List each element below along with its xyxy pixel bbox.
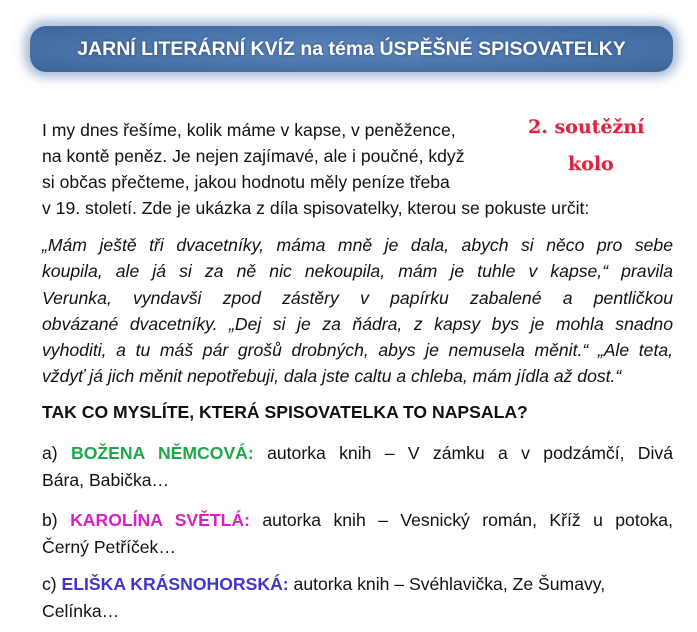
title-banner	[30, 26, 673, 72]
author-name: KAROLÍNA SVĚTLÁ:	[70, 510, 250, 530]
quote-line: vyhoditi, a tu máš pár grošů drobných, abys je nemusela měnit.“ „Ale teta,	[42, 340, 673, 361]
option-c[interactable]	[42, 571, 673, 624]
author-books-continued: Celínka…	[42, 600, 120, 621]
intro-line: I my dnes řešíme, kolik máme v kapse, v peněžence,	[42, 120, 456, 140]
quiz-question: TAK CO MYSLÍTE, KTERÁ SPISOVATELKA TO NAPSALA?	[42, 402, 528, 422]
quote-line: Verunka, vyndavši zpod zástěry v papírku zabalené a pentličkou	[42, 287, 673, 308]
author-name: BOŽENA NĚMCOVÁ:	[71, 443, 254, 463]
round-label-kolo: kolo	[568, 153, 614, 175]
quote-line: vždyť já jich měnit nepotřebuji, dala jste caltu a chleba, mám jídla až dost.“	[42, 366, 622, 387]
author-name: ELIŠKA KRÁSNOHORSKÁ:	[61, 574, 289, 594]
quote-excerpt	[42, 232, 673, 390]
option-letter: a)	[42, 443, 58, 463]
author-books-continued: Černý Petříček…	[42, 536, 176, 557]
page-title: JARNÍ LITERÁRNÍ KVÍZ na téma ÚSPĚŠNÉ SPISOVATELKY	[77, 37, 626, 60]
author-books: autorka knih – Svéhlavička, Ze Šumavy,	[293, 574, 606, 594]
intro-line: si občas přečteme, jakou hodnotu měly peníze třeba	[42, 172, 450, 192]
author-books: autorka knih – Vesnický román, Kříž u potoka,	[262, 510, 673, 530]
quote-line: „Mám ještě tři dvacetníky, máma mně je dala, abych si něco pro sebe	[42, 235, 673, 255]
quote-line: obvázané dvacetníky. „Dej si je za ňádra, z kapsy bys je mohla snadno	[42, 313, 673, 334]
option-b[interactable]	[42, 507, 673, 560]
option-letter: c)	[42, 574, 57, 594]
intro-line: na kontě peněz. Je nejen zajímavé, ale i poučné, když	[42, 146, 465, 166]
option-letter: b)	[42, 510, 58, 530]
intro-line: v 19. století. Zde je ukázka z díla spisovatelky, kterou se pokuste určit:	[42, 198, 590, 218]
author-books-continued: Bára, Babička…	[42, 469, 170, 490]
round-label: 2. soutěžní	[528, 116, 645, 138]
option-a[interactable]	[42, 440, 673, 493]
author-books: autorka knih – V zámku a v podzámčí, Divá	[267, 443, 673, 463]
quote-line: koupila, ale já si za ně nic nekoupila, mám je tuhle v kapse,“ pravila	[42, 261, 673, 282]
